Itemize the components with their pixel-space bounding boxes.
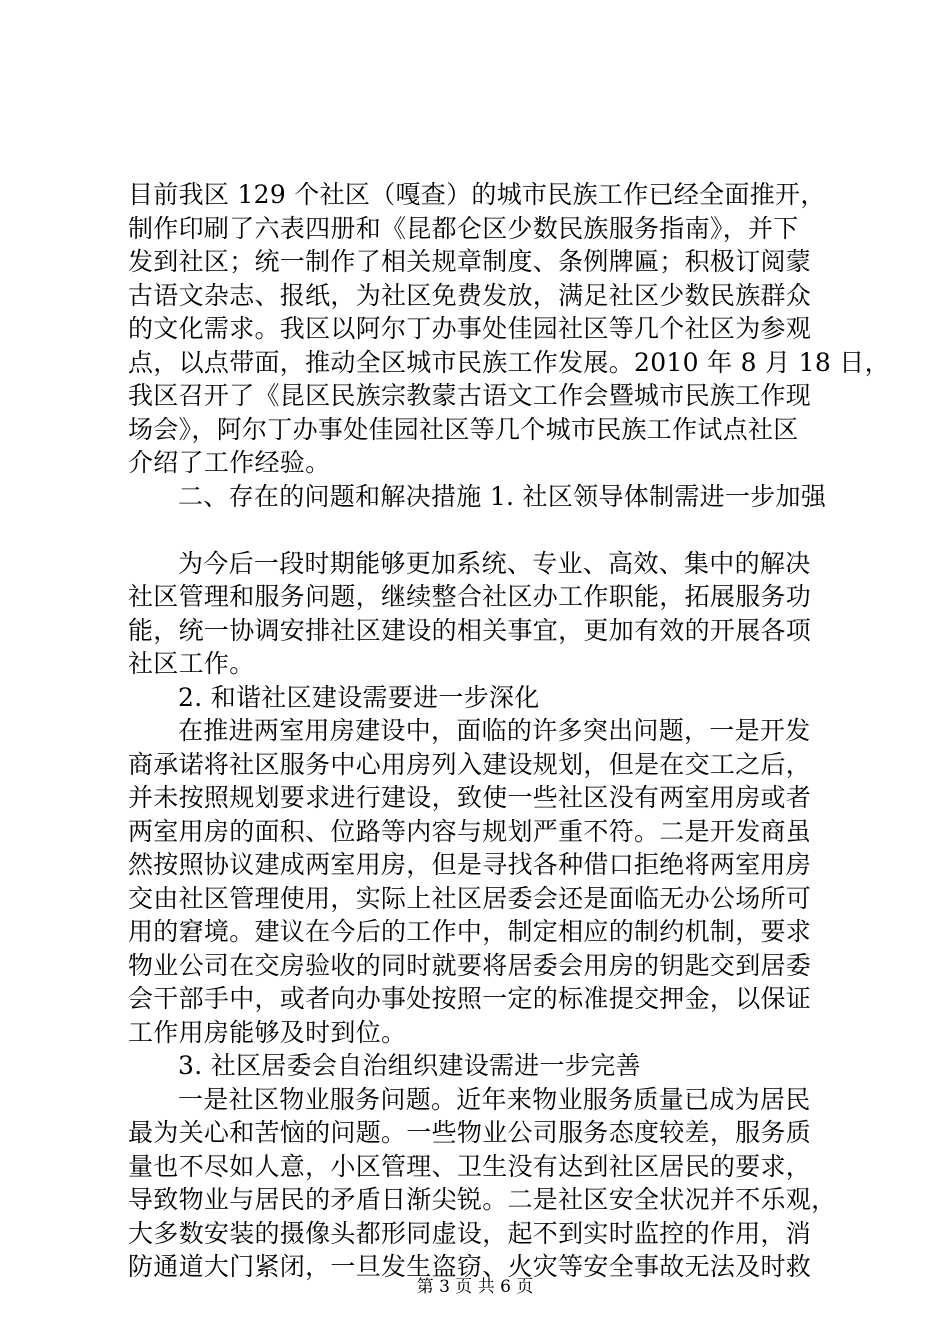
text-line: 场会》，阿尔丁办事处佳园社区等几个城市民族工作试点社区	[128, 414, 799, 444]
text-line: 社区工作。	[128, 649, 255, 678]
text-line: 目前我区 129 个社区（嘎查）的城市民族工作已经全面推开，	[128, 180, 826, 209]
page-number-label: 第 3 页 共 6 页	[416, 1277, 534, 1297]
text-line: 防通道大门紧闭，一旦发生盗窃、火灾等安全事故无法及时救	[128, 1252, 812, 1281]
text-line: 制作印刷了六表四册和《昆都仑区少数民族服务指南》，并下	[128, 213, 799, 243]
text-line: 在推进两室用房建设中，面临的许多突出问题，一是开发	[178, 716, 811, 745]
text-line: 物业公司在交房验收的同时就要将居委会用房的钥匙交到居委	[128, 950, 812, 980]
text-line: 最为关心和苦恼的问题。一些物业公司服务态度较差，服务质	[128, 1118, 812, 1147]
document-body	[128, 178, 890, 1284]
text-line: 点，以点带面，推动全区城市民族工作发展。2010 年 8 月 18 日，	[128, 347, 890, 377]
paragraph-housing	[128, 714, 840, 1049]
heading-line: 3. 社区居委会自治组织建设需进一步完善	[178, 1051, 641, 1080]
text-line: 商承诺将社区服务中心用房列入建设规划，但是在交工之后，	[128, 749, 812, 779]
subheading-harmonious-community	[128, 681, 840, 715]
page-footer	[0, 1272, 950, 1297]
text-line: 能，统一协调安排社区建设的相关事宜，更加有效的开展各项	[128, 615, 812, 645]
text-line: 介绍了工作经验。	[128, 448, 331, 477]
text-line: 发到社区；统一制作了相关规章制度、条例牌匾；积极订阅蒙	[128, 247, 812, 276]
paragraph-leadership	[128, 547, 840, 681]
text-line: 社区管理和服务问题，继续整合社区办工作职能，拓展服务功	[128, 582, 812, 611]
paragraph-property-service	[128, 1083, 840, 1284]
text-line: 为今后一段时期能够更加系统、专业、高效、集中的解决	[178, 548, 811, 578]
text-line: 交由社区管理使用，实际上社区居委会还是面临无办公场所可	[128, 883, 812, 913]
section-heading-problems	[128, 480, 840, 514]
text-line: 然按照协议建成两室用房，但是寻找各种借口拒绝将两室用房	[128, 850, 812, 879]
text-line: 大多数安装的摄像头都形同虚设，起不到实时监控的作用，消	[128, 1218, 812, 1248]
blank-gap	[128, 513, 840, 547]
subheading-self-governance	[128, 1049, 840, 1083]
text-line: 并未按照规划要求进行建设，致使一些社区没有两室用房或者	[128, 783, 812, 812]
text-line: 的文化需求。我区以阿尔丁办事处佳园社区等几个社区为参观	[128, 314, 812, 343]
text-line: 用的窘境。建议在今后的工作中，制定相应的制约机制，要求	[128, 917, 812, 946]
text-line: 两室用房的面积、位路等内容与规划严重不符。二是开发商虽	[128, 816, 812, 846]
text-line: 导致物业与居民的矛盾日渐尖锐。二是社区安全状况并不乐观，	[128, 1185, 837, 1214]
text-line: 工作用房能够及时到位。	[128, 1017, 407, 1047]
text-line: 一是社区物业服务问题。近年来物业服务质量已成为居民	[178, 1084, 811, 1114]
text-line: 量也不尽如人意，小区管理、卫生没有达到社区居民的要求，	[128, 1151, 812, 1181]
heading-line: 2. 和谐社区建设需要进一步深化	[178, 682, 540, 712]
heading-line: 二、存在的问题和解决措施 1. 社区领导体制需进一步加强	[178, 481, 827, 511]
paragraph-community-work	[128, 178, 890, 480]
text-line: 古语文杂志、报纸，为社区免费发放，满足社区少数民族群众	[128, 280, 812, 310]
text-line: 我区召开了《昆区民族宗教蒙古语文工作会暨城市民族工作现	[128, 381, 812, 410]
text-line: 会干部手中，或者向办事处按照一定的标准提交押金，以保证	[128, 984, 812, 1013]
